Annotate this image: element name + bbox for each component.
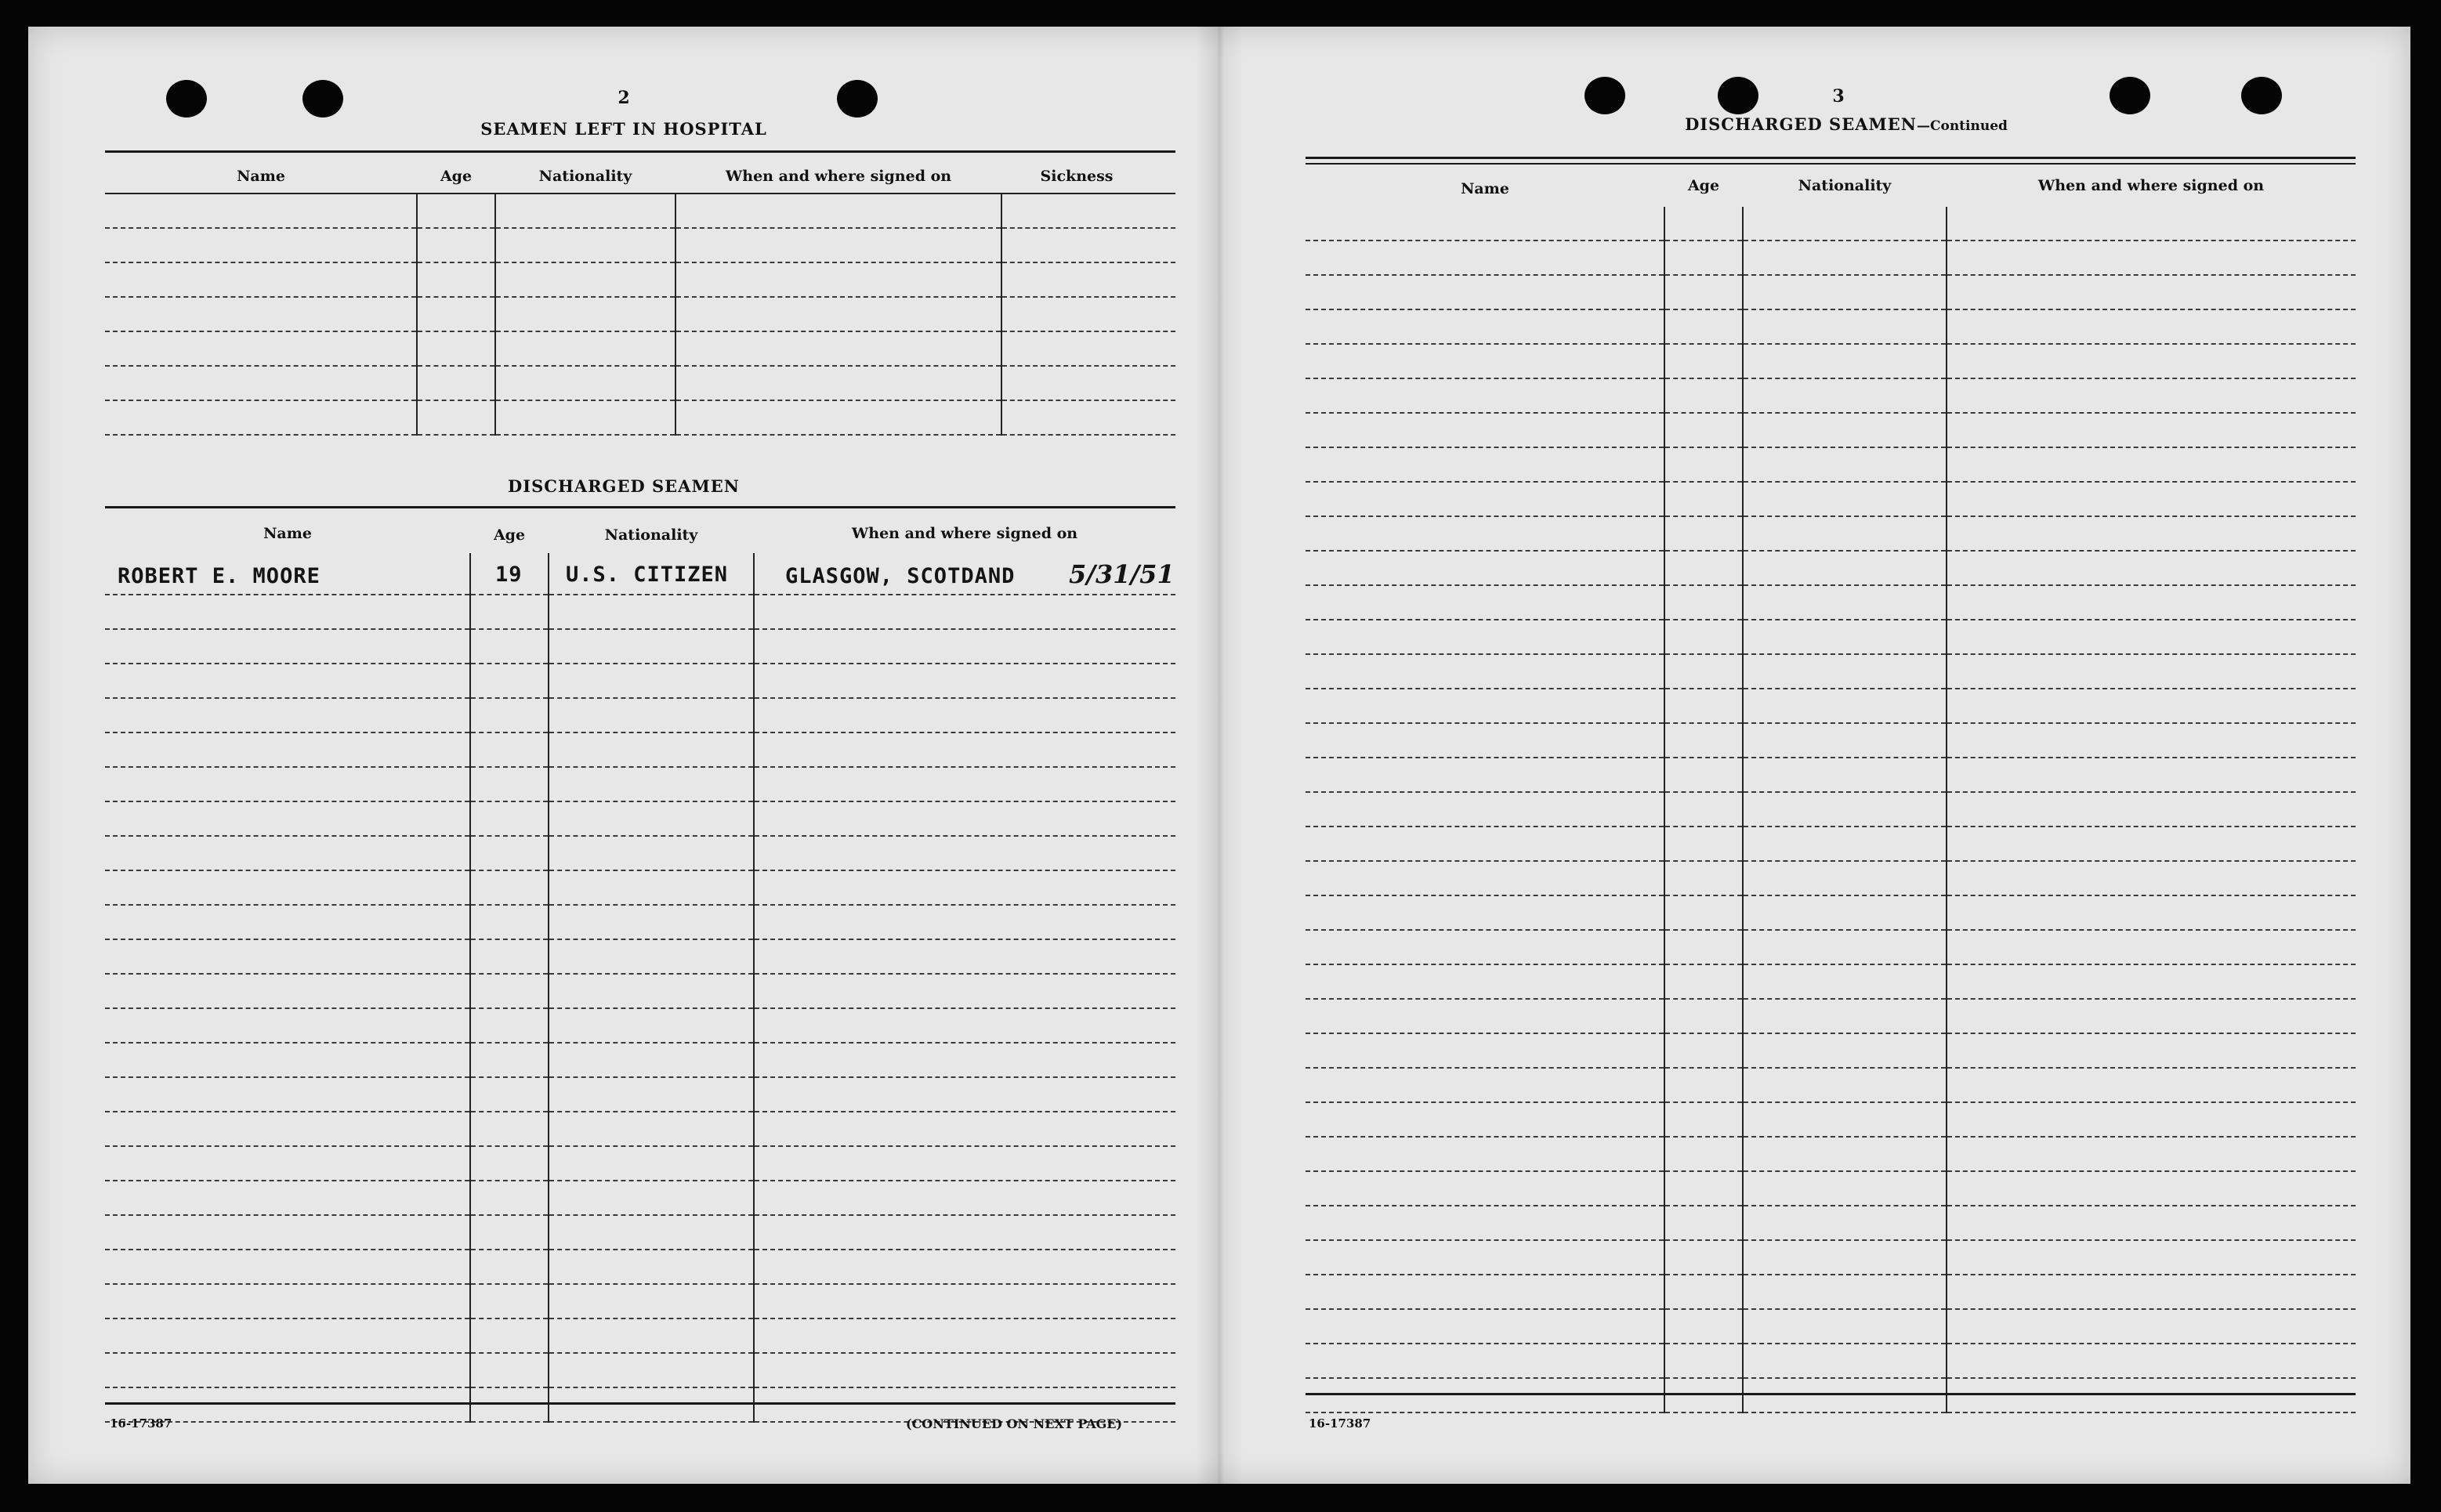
table-row xyxy=(105,1318,1175,1353)
table-row xyxy=(1306,207,2356,241)
right-page xyxy=(1219,27,2410,1484)
table-row xyxy=(1306,1275,2356,1309)
table-row xyxy=(105,1353,1175,1387)
seaman-nationality: U.S. CITIZEN xyxy=(566,562,729,587)
table-row xyxy=(105,1077,1175,1112)
table-row xyxy=(105,331,1175,366)
table-row xyxy=(1306,1240,2356,1275)
table-row xyxy=(1306,758,2356,792)
hospital-section-title: SEAMEN LEFT IN HOSPITAL xyxy=(480,119,767,139)
discharged-section-title: DISCHARGED SEAMEN xyxy=(508,476,740,496)
continued-col-nationality: Nationality xyxy=(1798,177,1892,194)
table-row xyxy=(105,664,1175,698)
table-row xyxy=(105,1250,1175,1284)
discharged-top-rule xyxy=(105,506,1175,508)
hospital-top-rule xyxy=(105,150,1175,153)
discharged-col-nationality: Nationality xyxy=(604,526,698,544)
discharged-col-signed-on: When and where signed on xyxy=(851,525,1078,542)
discharged-col-age: Age xyxy=(493,526,526,544)
bottom-rule xyxy=(1306,1393,2356,1395)
table-row xyxy=(105,1215,1175,1250)
table-row xyxy=(1306,241,2356,275)
table-row xyxy=(1306,1344,2356,1378)
table-row xyxy=(105,262,1175,297)
table-row xyxy=(1306,895,2356,930)
top-rule xyxy=(1306,157,2356,159)
bottom-rule xyxy=(105,1402,1175,1405)
table-row xyxy=(105,836,1175,870)
table-row xyxy=(1306,344,2356,378)
seaman-signed-on-place: GLASGOW, SCOTDAND xyxy=(785,564,1016,588)
table-row xyxy=(1306,620,2356,654)
table-row xyxy=(105,297,1175,331)
table-row xyxy=(1306,275,2356,309)
table-row xyxy=(1306,1378,2356,1413)
table-row xyxy=(1306,482,2356,516)
table-row xyxy=(1306,1171,2356,1206)
continued-section-title xyxy=(1595,114,2097,134)
table-row xyxy=(105,1112,1175,1146)
table-row xyxy=(1306,689,2356,723)
table-row xyxy=(1306,1137,2356,1171)
table-row xyxy=(1306,447,2356,482)
table-row xyxy=(1306,585,2356,620)
table-row xyxy=(105,974,1175,1008)
table-row xyxy=(1306,1033,2356,1068)
table-row xyxy=(105,194,1175,228)
hospital-col-age: Age xyxy=(440,168,473,185)
table-row xyxy=(105,629,1175,664)
page-number: 3 xyxy=(1832,86,1845,107)
table-row xyxy=(105,698,1175,732)
document-sheet xyxy=(28,27,2410,1484)
continued-col-signed-on: When and where signed on xyxy=(2037,177,2265,194)
section-title-main: DISCHARGED SEAMEN xyxy=(1685,114,1917,134)
table-row xyxy=(1306,378,2356,413)
table-row xyxy=(1306,413,2356,447)
discharged-table xyxy=(105,553,1175,1423)
continued-col-age: Age xyxy=(1687,177,1720,194)
table-row xyxy=(1306,1206,2356,1240)
table-row xyxy=(1306,551,2356,585)
continued-col-name: Name xyxy=(1461,180,1509,197)
table-row xyxy=(1306,723,2356,758)
table-row xyxy=(1306,1102,2356,1137)
table-row xyxy=(1306,964,2356,999)
table-row xyxy=(105,366,1175,400)
page-number: 2 xyxy=(617,88,630,108)
table-row xyxy=(1306,654,2356,689)
continued-note: (CONTINUED ON NEXT PAGE) xyxy=(906,1416,1123,1431)
left-page xyxy=(28,27,1204,1484)
table-row xyxy=(105,939,1175,974)
table-row xyxy=(1306,516,2356,551)
hospital-col-sickness: Sickness xyxy=(1040,168,1114,185)
table-row xyxy=(105,1008,1175,1043)
table-row xyxy=(105,1146,1175,1181)
continued-table xyxy=(1306,207,2356,1413)
table-row xyxy=(1306,309,2356,344)
discharged-col-name: Name xyxy=(263,525,312,542)
table-row xyxy=(105,1181,1175,1215)
table-row xyxy=(1306,827,2356,861)
seaman-signed-on-date: 5/31/51 xyxy=(1069,559,1175,589)
table-row xyxy=(1306,1068,2356,1102)
table-row xyxy=(105,1284,1175,1318)
form-number: 16-17387 xyxy=(110,1416,172,1431)
table-row xyxy=(1306,999,2356,1033)
seaman-name: ROBERT E. MOORE xyxy=(118,564,321,588)
table-row xyxy=(105,732,1175,767)
hospital-col-nationality: Nationality xyxy=(538,168,632,185)
form-number: 16-17387 xyxy=(1309,1416,1371,1431)
section-title-suffix: —Continued xyxy=(1916,118,2008,134)
table-row xyxy=(105,870,1175,905)
table-row xyxy=(1306,792,2356,827)
hospital-table xyxy=(105,193,1175,436)
table-row xyxy=(1306,861,2356,895)
hospital-col-name: Name xyxy=(237,168,285,185)
table-row xyxy=(105,801,1175,836)
table-row xyxy=(105,905,1175,939)
hospital-col-signed-on: When and where signed on xyxy=(725,168,952,185)
table-row xyxy=(105,595,1175,629)
top-rule-double xyxy=(1306,163,2356,165)
table-row xyxy=(105,400,1175,435)
seaman-age: 19 xyxy=(495,562,523,587)
table-row xyxy=(105,1043,1175,1077)
table-row xyxy=(1306,930,2356,964)
table-row xyxy=(105,767,1175,801)
table-row xyxy=(1306,1309,2356,1344)
table-row xyxy=(105,228,1175,262)
